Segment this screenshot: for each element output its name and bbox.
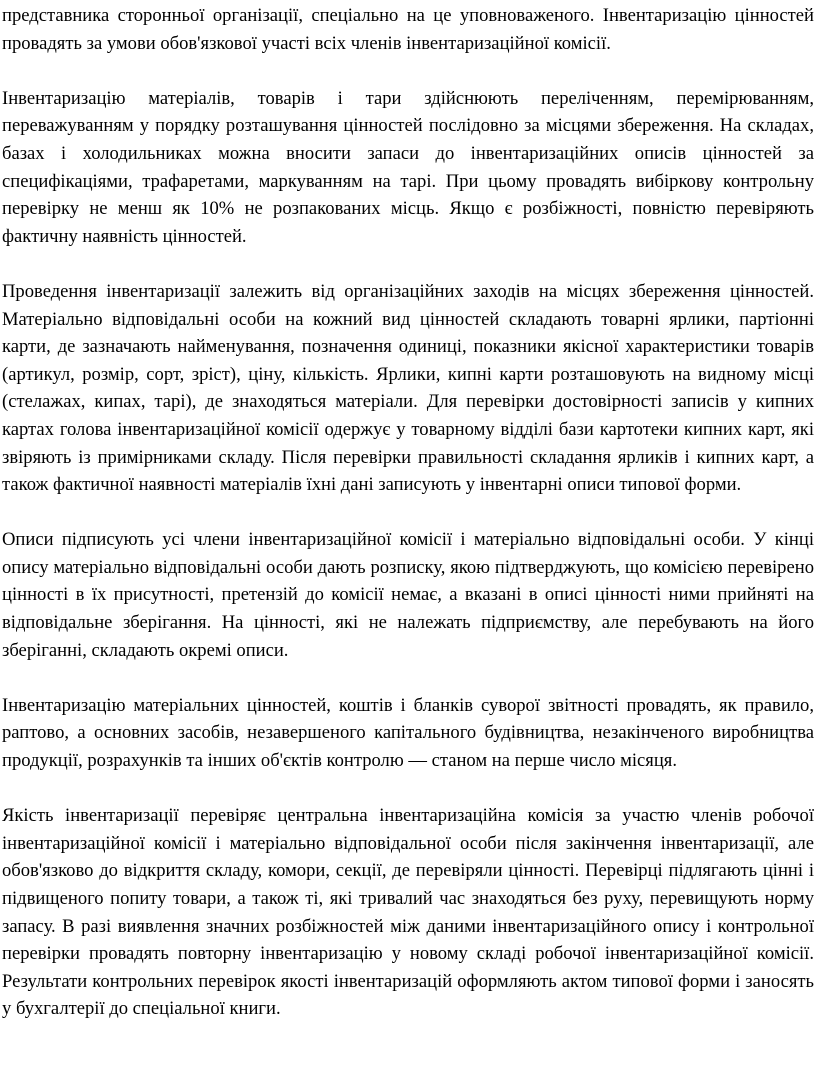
paragraph-inventory-timing: Інвентаризацію матеріальних цінностей, коштів і бланків суворої звітності провадять, як правило, раптово, а основних засобів, незавершеного капітального будівництва, незакінченого виробництва продукції, розрахунків та інших об'єктів контролю — станом на перше число місяця.: [2, 694, 814, 772]
paragraph-inventory-signing: Описи підписують усі члени інвентаризаційної комісії і матеріально відповідальні особи. У кінці опису матеріально відповідальні особи дають розписку, якою підтверджують, що комісією перевірено цінності в їх присутності, претензій до комісії немає, а вказані в описі цінності ними прийняті на відповідальне зберігання. На цінності, які не належать підприємству, але перебувають на його зберіганні, складають окремі описи.: [2, 529, 814, 661]
paragraph-inventory-participants: представника сторонньої організації, спеціально на це уповноваженого. Інвентаризацію цінностей провадять за умови обов'язкової участі всіх членів інвентаризаційної комісії.: [2, 5, 814, 54]
paragraph-inventory-methods: Інвентаризацію матеріалів, товарів і тари здійснюють переліченням, перемірюванням, переважуванням у порядку розташування цінностей послідовно за місцями збереження. На складах, базах і холодильниках можна вносити запаси до інвентаризаційних описів цінностей за специфікаціями, трафаретами, маркуванням на тарі. При цьому провадять вибіркову контрольну перевірку не менш як 10% не розпакованих місць. Якщо є розбіжності, повністю перевіряють фактичну наявність цінностей.: [2, 87, 814, 247]
paragraph-inventory-quality-check: Якість інвентаризації перевіряє центральна інвентаризаційна комісія за участю членів робочої інвентаризаційної комісії і матеріально відповідальної особи після закінчення інвентаризації, але обов'язково до відкриття складу, комори, секції, де перевіряли цінності. Перевірці підлягають цінні і підвищеного попиту товари, а також ті, які тривалий час знаходяться без руху, перевищують норму запасу. В разі виявлення значних розбіжностей між даними інвентаризаційного опису і контрольної перевірки провадять повторну інвентаризацію у новому складі робочої інвентаризаційної комісії. Результати контрольних перевірок якості інвентаризацій оформляють актом типової форми і заносять у бухгалтерії до спеціальної книги.: [2, 805, 814, 1020]
paragraph-inventory-organization: Проведення інвентаризації залежить від організаційних заходів на місцях збереження цінностей. Матеріально відповідальні особи на кожний вид цінностей складають товарні ярлики, партіонні карти, де зазначають найменування, позначення одиниці, показники якісної характеристики товарів (артикул, розмір, сорт, зріст), ціну, кількість. Ярлики, кипні карти розташовують на видному місці (стелажах, кипах, тарі), де знаходяться матеріали. Для перевірки достовірності записів у кипних картах голова інвентаризаційної комісії одержує у товарному відділі бази картотеки кипних карт, які звіряють із примірниками складу. Після перевірки правильності складання ярликів і кипних карт, а також фактичної наявності матеріалів їхні дані записують у інвентарні описи типової форми.: [2, 280, 814, 496]
